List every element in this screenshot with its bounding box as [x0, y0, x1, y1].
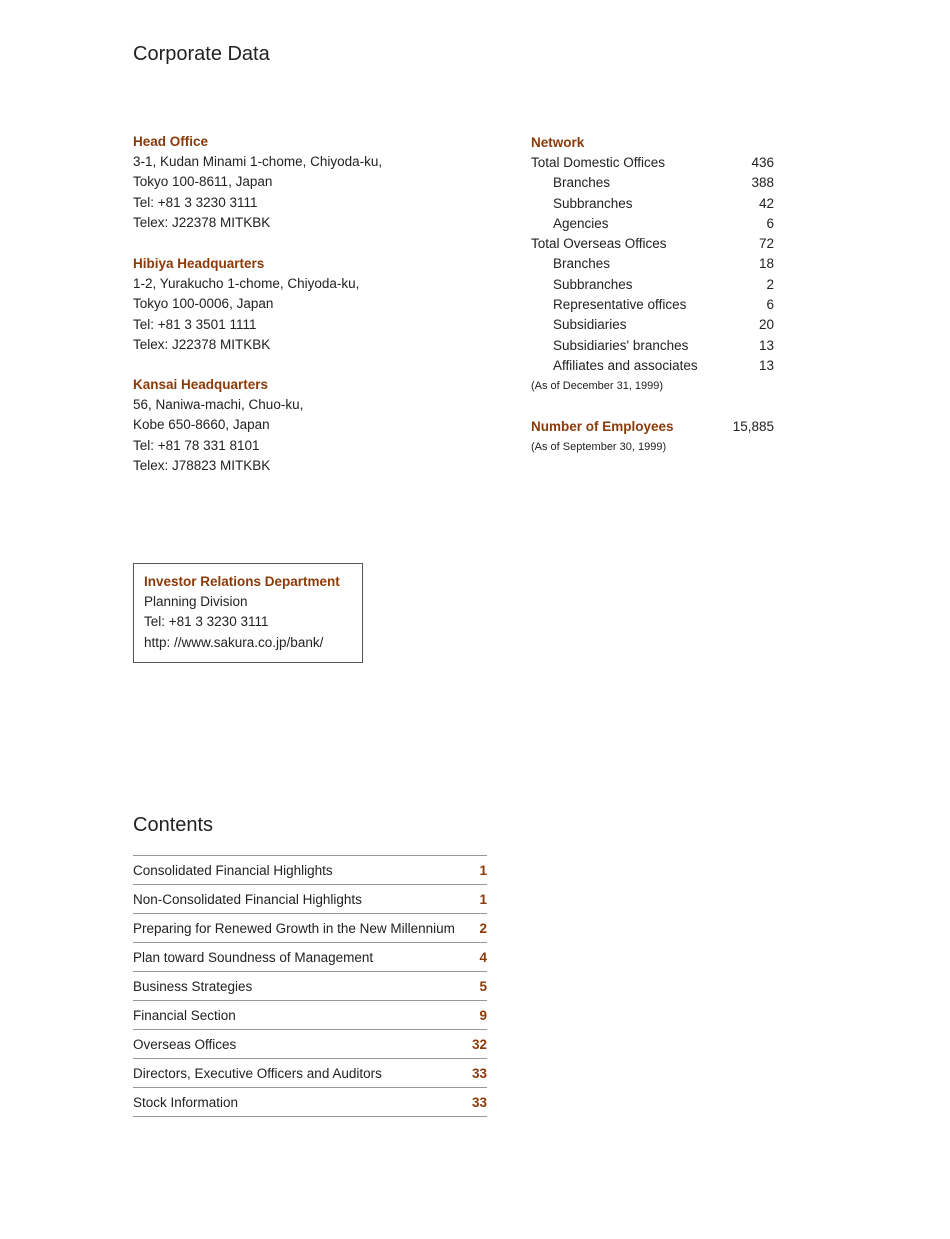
network-row [531, 173, 774, 193]
network-row [531, 336, 774, 356]
network-row [531, 254, 774, 274]
hibiya-line: Telex: J22378 MITKBK [133, 336, 271, 352]
toc-item[interactable] [133, 1001, 487, 1030]
contents-title: Contents [133, 814, 214, 836]
network-row-label: Representative offices [553, 297, 687, 313]
kansai-block [133, 375, 493, 476]
network-row-label: Branches [553, 175, 611, 191]
network-heading: Network [531, 135, 585, 150]
toc-item[interactable] [133, 972, 487, 1001]
contents-list [133, 855, 487, 1117]
toc-item-page: 1 [479, 891, 487, 907]
toc-item-label: Stock Information [133, 1094, 239, 1110]
kansai-line: 56, Naniwa-machi, Chuo-ku, [133, 397, 304, 412]
employees-row [531, 417, 774, 437]
kansai-line: Tel: +81 78 331 8101 [133, 437, 260, 453]
network-row [531, 315, 774, 335]
toc-item-page: 33 [471, 1094, 487, 1110]
hibiya-line: Tel: +81 3 3501 1111 [133, 316, 257, 332]
ir-heading: Investor Relations Department [144, 574, 340, 589]
employees-value: 15,885 [732, 419, 774, 434]
ir-line: Tel: +81 3 3230 3111 [144, 614, 269, 630]
network-block [531, 133, 774, 396]
network-row [531, 153, 774, 173]
hibiya-heading: Hibiya Headquarters [133, 256, 265, 271]
head-office-line: Telex: J22378 MITKBK [133, 214, 271, 230]
employees-block [531, 417, 774, 457]
network-row-value: 6 [766, 297, 774, 313]
toc-item-label: Preparing for Renewed Growth in the New Millennium [133, 920, 455, 936]
network-note: (As of December 31, 1999) [531, 380, 664, 393]
network-row-label: Subbranches [553, 276, 633, 292]
toc-item-page: 4 [479, 949, 487, 965]
network-row-value: 436 [751, 155, 774, 170]
network-row-value: 42 [758, 195, 774, 211]
head-office-line: Tokyo 100-8611, Japan [133, 174, 273, 190]
network-row-label: Subbranches [553, 195, 633, 211]
kansai-heading: Kansai Headquarters [133, 377, 269, 392]
network-row [531, 275, 774, 295]
toc-item[interactable] [133, 943, 487, 972]
ir-url-link[interactable]: http: //www.sakura.co.jp/bank/ [144, 634, 324, 650]
network-row-label: Agencies [553, 215, 609, 231]
hibiya-block [133, 254, 493, 355]
head-office-heading: Head Office [133, 134, 209, 149]
toc-item-label: Business Strategies [133, 978, 253, 994]
network-row-value: 6 [766, 215, 774, 231]
toc-item[interactable] [133, 914, 487, 943]
toc-item[interactable] [133, 856, 487, 885]
toc-item-label: Financial Section [133, 1007, 236, 1023]
network-row-label: Subsidiaries [553, 317, 627, 333]
investor-relations-box [133, 563, 363, 663]
ir-line: Planning Division [144, 594, 248, 609]
toc-item-label: Non-Consolidated Financial Highlights [133, 891, 362, 907]
network-row-value: 388 [751, 175, 774, 191]
network-row [531, 295, 774, 315]
page-title: Corporate Data [133, 43, 270, 65]
kansai-line: Kobe 650-8660, Japan [133, 417, 270, 433]
network-row-value: 72 [758, 236, 774, 252]
employees-heading: Number of Employees [531, 419, 674, 434]
network-row [531, 214, 774, 234]
network-row-label: Branches [553, 256, 611, 272]
network-row [531, 356, 774, 376]
toc-item[interactable] [133, 1059, 487, 1088]
toc-item-label: Overseas Offices [133, 1036, 237, 1052]
head-office-block [133, 132, 493, 233]
toc-item-page: 2 [479, 920, 487, 936]
hibiya-line: Tokyo 100-0006, Japan [133, 296, 274, 312]
network-row-value: 20 [758, 317, 774, 333]
network-row-label: Affiliates and associates [553, 357, 698, 373]
employees-note: (As of September 30, 1999) [531, 441, 667, 454]
toc-item[interactable] [133, 885, 487, 914]
toc-item-page: 9 [479, 1007, 487, 1023]
toc-item[interactable] [133, 1030, 487, 1059]
network-row [531, 194, 774, 214]
head-office-line: 3-1, Kudan Minami 1-chome, Chiyoda-ku, [133, 154, 383, 169]
network-row-value: 13 [758, 357, 774, 373]
toc-item-page: 5 [479, 978, 487, 994]
network-row-value: 18 [758, 256, 774, 272]
network-row-value: 2 [766, 276, 774, 292]
network-row-label: Total Domestic Offices [531, 155, 666, 170]
toc-item-page: 33 [471, 1065, 487, 1081]
toc-item-page: 1 [479, 862, 487, 878]
toc-item-label: Plan toward Soundness of Management [133, 949, 374, 965]
hibiya-line: 1-2, Yurakucho 1-chome, Chiyoda-ku, [133, 276, 360, 291]
kansai-line: Telex: J78823 MITKBK [133, 457, 271, 473]
toc-item-label: Consolidated Financial Highlights [133, 862, 333, 878]
network-row-label: Subsidiaries' branches [553, 337, 689, 353]
toc-item-page: 32 [471, 1036, 487, 1052]
toc-item[interactable] [133, 1088, 487, 1117]
network-row [531, 234, 774, 254]
network-row-value: 13 [758, 337, 774, 353]
head-office-line: Tel: +81 3 3230 3111 [133, 194, 258, 210]
toc-item-label: Directors, Executive Officers and Auditors [133, 1065, 382, 1081]
network-row-label: Total Overseas Offices [531, 236, 667, 252]
